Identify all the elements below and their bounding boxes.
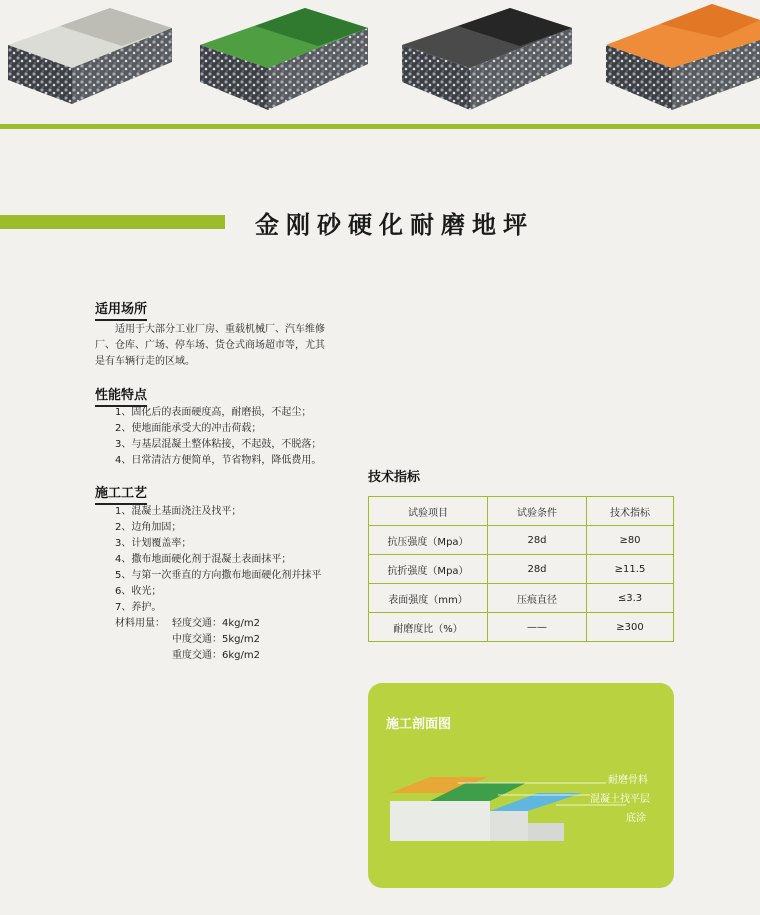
table-row (369, 555, 674, 584)
table-cell: ≥80 (587, 526, 674, 555)
usage-heading: 适用场所 (95, 302, 147, 321)
list-item: 4、日常清洁方便简单，节省物料，降低费用。 (115, 455, 322, 466)
table-row (369, 526, 674, 555)
slab-front-lower (528, 823, 564, 841)
table-cell: ≥300 (587, 613, 674, 642)
usage-line: 是有车辆行走的区域。 (95, 356, 195, 367)
list-item: 1、混凝土基面浇注及找平； (115, 506, 242, 517)
list-item: 6、收光； (115, 586, 162, 597)
list-item: 2、边角加固； (115, 522, 182, 533)
table-cell: ≤3.3 (587, 584, 674, 613)
table-cell: —— (488, 613, 587, 642)
divider-line (0, 124, 760, 129)
table-cell: 表面强度（mm） (369, 584, 488, 613)
table-cell: ≥11.5 (587, 555, 674, 584)
table-header-row (369, 497, 674, 526)
material-item: 轻度交通：4kg/m2 (172, 618, 260, 629)
specs-heading: 技术指标 (368, 470, 421, 485)
layer-base-primer (490, 793, 582, 811)
slab-step (490, 811, 528, 841)
usage-text (95, 322, 325, 370)
process-list (115, 504, 321, 616)
list-item: 4、撒布地面硬化剂于混凝土表面抹平； (115, 554, 292, 565)
green-sample (200, 8, 368, 110)
table-row (369, 613, 674, 642)
material-item: 中度交通：5kg/m2 (172, 634, 260, 645)
table-cell: 耐磨度比（%） (369, 613, 488, 642)
table-cell: 28d (488, 555, 587, 584)
process-heading: 施工工艺 (95, 486, 147, 505)
label-aggregate: 耐磨骨料 (608, 775, 648, 786)
column-header: 技术指标 (587, 497, 674, 526)
table-cell: 28d (488, 526, 587, 555)
list-item: 7、养护。 (115, 602, 162, 613)
list-item: 3、与基层混凝土整体粘接，不起鼓，不脱落； (115, 439, 322, 450)
black-sample (402, 8, 572, 110)
label-leveling: 混凝土找平层 (590, 794, 650, 805)
column-header: 试验项目 (369, 497, 488, 526)
features-list (115, 405, 321, 469)
diagram-title: 施工剖面图 (386, 717, 452, 732)
usage-line: 适用于大部分工业厂房、重载机械厂、汽车维修 (115, 324, 325, 335)
white-sample (8, 8, 172, 104)
table-row (369, 584, 674, 613)
specs-table (368, 496, 674, 642)
list-item: 2、使地面能承受大的冲击荷载； (115, 423, 262, 434)
table-cell: 压痕直径 (488, 584, 587, 613)
cross-section-panel (368, 683, 674, 888)
material-label: 材料用量： (115, 618, 165, 629)
table-cell: 抗折强度（Mpa） (369, 555, 488, 584)
column-header: 试验条件 (488, 497, 587, 526)
page-title: 金刚砂硬化耐磨地坪 (255, 211, 534, 239)
list-item: 1、固化后的表面硬度高，耐磨损，不起尘； (115, 407, 312, 418)
material-item: 重度交通：6kg/m2 (172, 650, 260, 661)
product-samples (0, 0, 760, 120)
list-item: 5、与第一次垂直的方向撒布地面硬化剂并抹平 (115, 570, 322, 581)
label-primer: 底涂 (626, 813, 646, 824)
list-item: 3、计划覆盖率； (115, 538, 192, 549)
features-heading: 性能特点 (95, 388, 147, 407)
slab-front-upper (390, 801, 490, 841)
title-accent-bar (0, 215, 225, 229)
material-list (172, 616, 260, 664)
usage-line: 厂、仓库、广场、停车场、货仓式商场超市等，尤其 (95, 340, 325, 351)
table-cell: 抗压强度（Mpa） (369, 526, 488, 555)
orange-sample (606, 4, 760, 110)
